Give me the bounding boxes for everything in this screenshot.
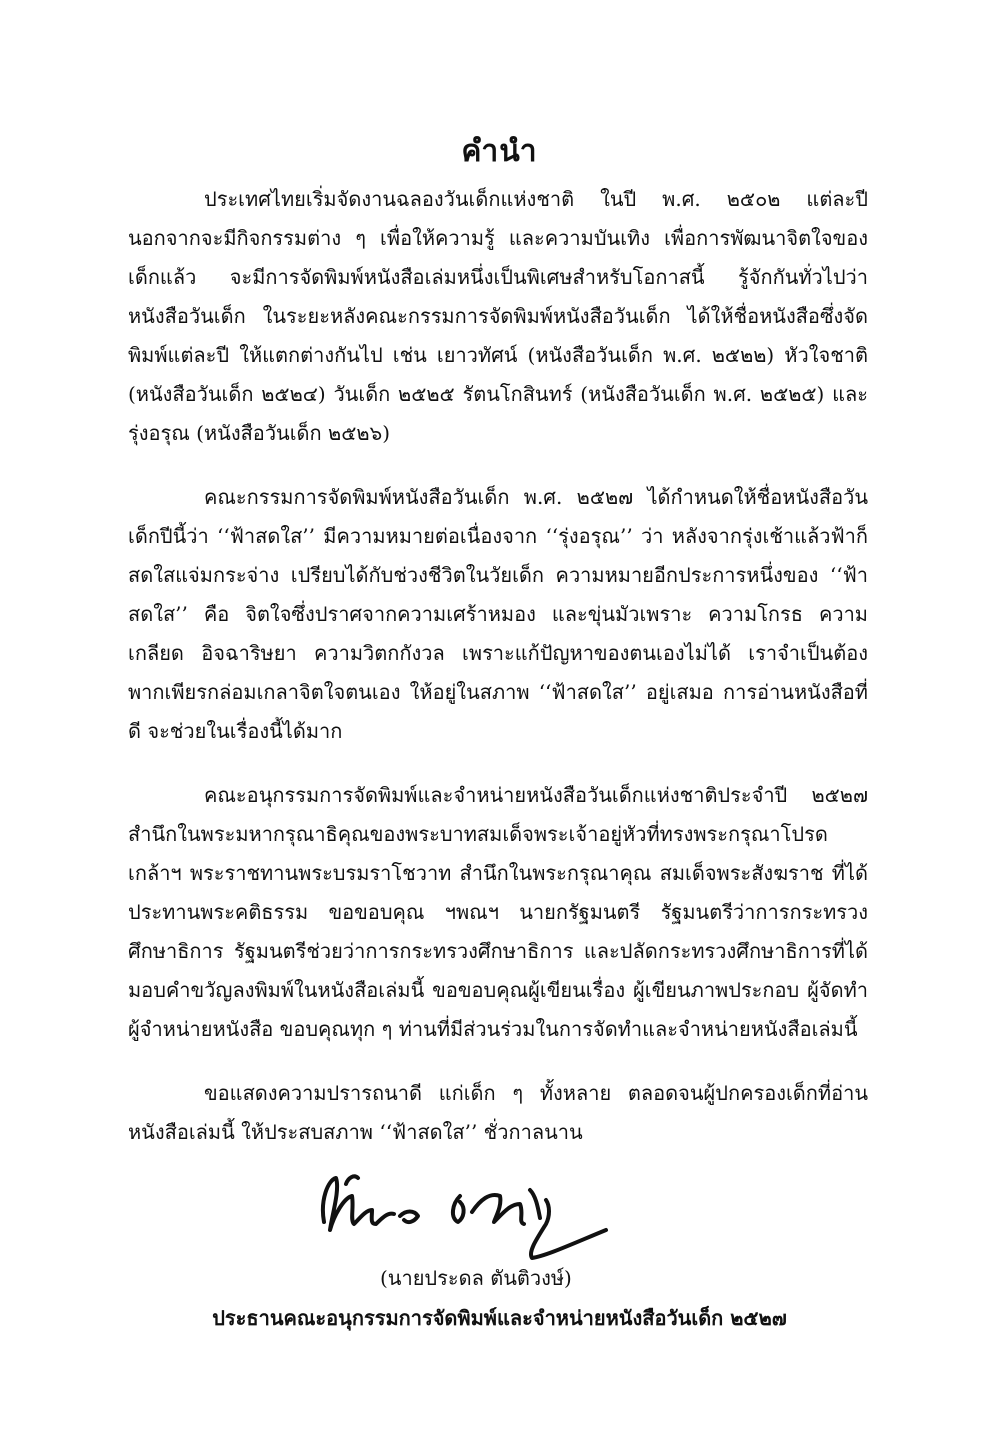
signer-name: (นายประดล ตันติวงษ์): [380, 1266, 572, 1290]
signer-position: ประธานคณะอนุกรรมการจัดพิมพ์และจำหน่ายหนังสือวันเด็ก ๒๕๒๗: [212, 1306, 787, 1330]
paragraph-4: ขอแสดงความปรารถนาดี แก่เด็ก ๆ ทั้งหลาย ตลอดจนผู้ปกครองเด็กที่อ่านหนังสือเล่มนี้ ให้ประสบสภาพ ‘‘ฟ้าสดใส’’ ชั่วกาลนาน: [128, 1081, 868, 1144]
handwritten-signature: [310, 1160, 620, 1270]
document-title: คำนำ: [461, 134, 538, 169]
paragraph-1: ประเทศไทยเริ่มจัดงานฉลองวันเด็กแห่งชาติ ในปี พ.ศ. ๒๕๐๒ แต่ละปี นอกจากจะมีกิจกรรมต่าง ๆ เพื่อให้ความรู้ และความบันเทิง เพื่อการพัฒนาจิตใจของเด็กแล้ว จะมีการจัดพิมพ์หนังสือเล่มหนึ่งเป็นพิเศษสำหรับโอกาสนี้ รู้จักกันทั่วไปว่า หนังสือวันเด็ก ในระยะหลังคณะกรรมการจัดพิมพ์หนังสือวันเด็ก ได้ให้ชื่อหนังสือซึ่งจัดพิมพ์แต่ละปี ให้แตกต่างกันไป เช่น เยาวทัศน์ (หนังสือวันเด็ก พ.ศ. ๒๕๒๒) หัวใจชาติ (หนังสือวันเด็ก ๒๕๒๔) วันเด็ก ๒๕๒๕ รัตนโกสินทร์ (หนังสือวันเด็ก พ.ศ. ๒๕๒๕) และรุ่งอรุณ (หนังสือวันเด็ก ๒๕๒๖): [128, 187, 868, 445]
paragraph-2: คณะกรรมการจัดพิมพ์หนังสือวันเด็ก พ.ศ. ๒๕๒๗ ได้กำหนดให้ชื่อหนังสือวันเด็กปีนี้ว่า ‘‘ฟ้าสดใส’’ มีความหมายต่อเนื่องจาก ‘‘รุ่งอรุณ’’ ว่า หลังจากรุ่งเช้าแล้วฟ้าก็สดใสแจ่มกระจ่าง เปรียบได้กับช่วงชีวิตในวัยเด็ก ความหมายอีกประการหนึ่งของ ‘‘ฟ้าสดใส’’ คือ จิตใจซึ่งปราศจากความเศร้าหมอง และขุ่นมัวเพราะ ความโกรธ ความเกลียด อิจฉาริษยา ความวิตกกังวล เพราะแก้ปัญหาของตนเองไม่ได้ เราจำเป็นต้องพากเพียรกล่อมเกลาจิตใจตนเอง ให้อยู่ในสภาพ ‘‘ฟ้าสดใส’’ อยู่เสมอ การอ่านหนังสือที่ดี จะช่วยในเรื่องนี้ได้มาก: [128, 485, 868, 743]
paragraph-3: คณะอนุกรรมการจัดพิมพ์และจำหน่ายหนังสือวันเด็กแห่งชาติประจำปี ๒๕๒๗ สำนึกในพระมหากรุณาธิคุณของพระบาทสมเด็จพระเจ้าอยู่หัวที่ทรงพระกรุณาโปรดเกล้าฯ พระราชทานพระบรมราโชวาท สำนึกในพระกรุณาคุณ สมเด็จพระสังฆราช ที่ได้ประทานพระคติธรรม ขอขอบคุณ ฯพณฯ นายกรัฐมนตรี รัฐมนตรีว่าการกระทรวงศึกษาธิการ รัฐมนตรีช่วยว่าการกระทรวงศึกษาธิการ และปลัดกระทรวงศึกษาธิการที่ได้มอบคำขวัญลงพิมพ์ในหนังสือเล่มนี้ ขอขอบคุณผู้เขียนเรื่อง ผู้เขียนภาพประกอบ ผู้จัดทำ ผู้จำหน่ายหนังสือ ขอบคุณทุก ๆ ท่านที่มีส่วนร่วมในการจัดทำและจำหน่ายหนังสือเล่มนี้: [128, 783, 868, 1041]
